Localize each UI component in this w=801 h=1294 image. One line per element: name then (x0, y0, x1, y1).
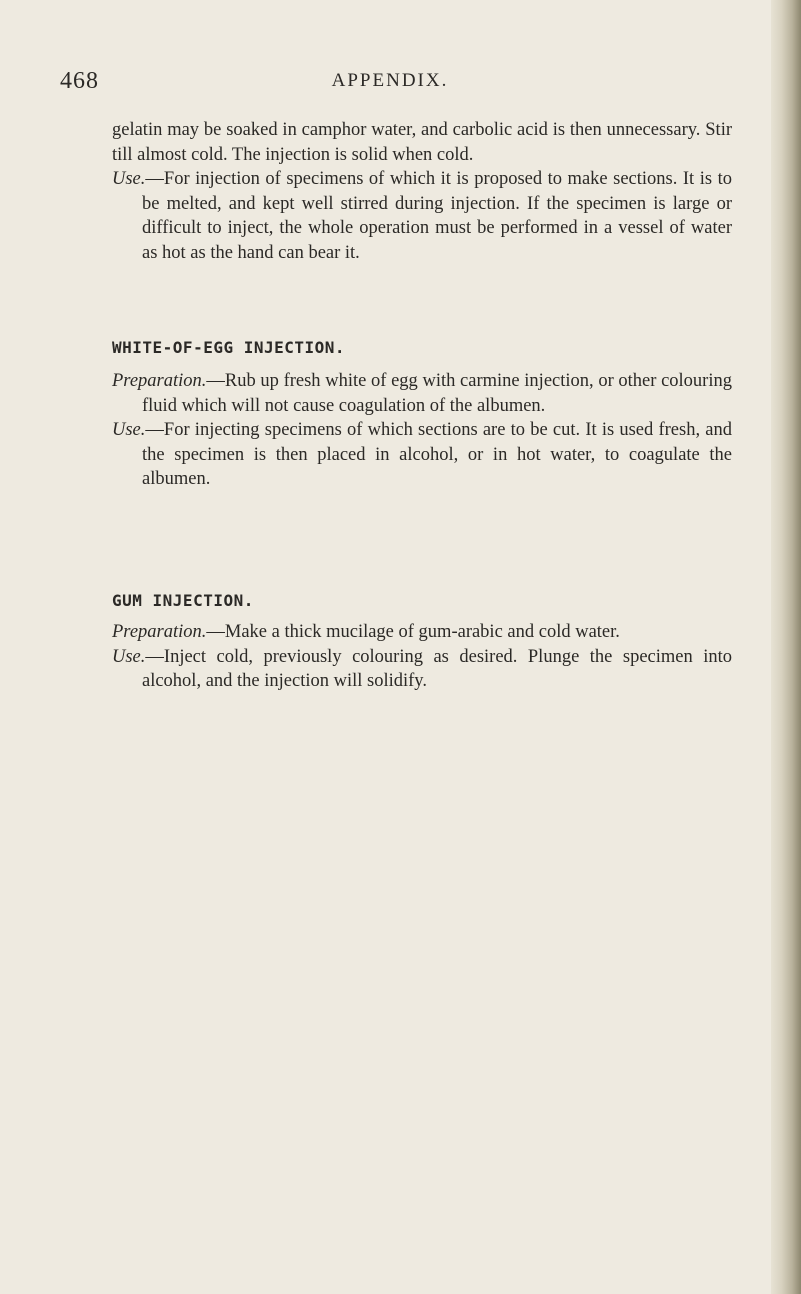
paragraph-text: —Make a thick mucilage of gum-arabic and cold water. (206, 622, 620, 642)
white-of-egg-preparation-paragraph (112, 369, 732, 418)
page-header (60, 68, 720, 98)
paragraph-text: —Rub up fresh white of egg with carmine injection, or other colouring fluid which will not cause coagulation of the albumen. (142, 371, 732, 416)
page-number: 468 (60, 68, 99, 94)
use-label: Use. (112, 420, 146, 440)
gum-preparation-paragraph (112, 620, 732, 645)
preparation-label: Preparation. (112, 371, 207, 391)
white-of-egg-use-paragraph (112, 418, 732, 492)
section-heading-gum: GUM INJECTION. (112, 591, 254, 610)
paragraph-text: —Inject cold, previously colouring as desired. Plunge the specimen into alcohol, and the injection will solidify. (142, 646, 732, 691)
section-heading-white-of-egg: WHITE-OF-EGG INJECTION. (112, 338, 346, 357)
page-edge-shadow (771, 0, 801, 1294)
gelatin-continuation-paragraph (112, 118, 732, 167)
gum-injection-text (112, 620, 732, 694)
preparation-label: Preparation. (112, 622, 207, 642)
running-head: APPENDIX. (331, 70, 449, 91)
use-label: Use. (112, 169, 146, 189)
gelatin-injection-text (112, 118, 732, 265)
paragraph-text: gelatin may be soaked in camphor water, and carbolic acid is then unnecessary. Stir till almost cold. The injection is solid when cold. (112, 120, 732, 165)
gum-use-paragraph (112, 645, 732, 694)
paragraph-text: —For injecting specimens of which sections are to be cut. It is used fresh, and the specimen is then placed in alcohol, or in hot water, to coagulate the albumen. (142, 420, 732, 489)
paragraph-text: —For injection of specimens of which it is proposed to make sections. It is to be melted, and kept well stirred during injection. If the specimen is large or difficult to inject, the whole operation must be performed in a vessel of water as hot as the hand can bear it. (142, 169, 732, 263)
white-of-egg-text (112, 369, 732, 492)
use-label: Use. (112, 646, 146, 667)
gelatin-use-paragraph (112, 167, 732, 265)
